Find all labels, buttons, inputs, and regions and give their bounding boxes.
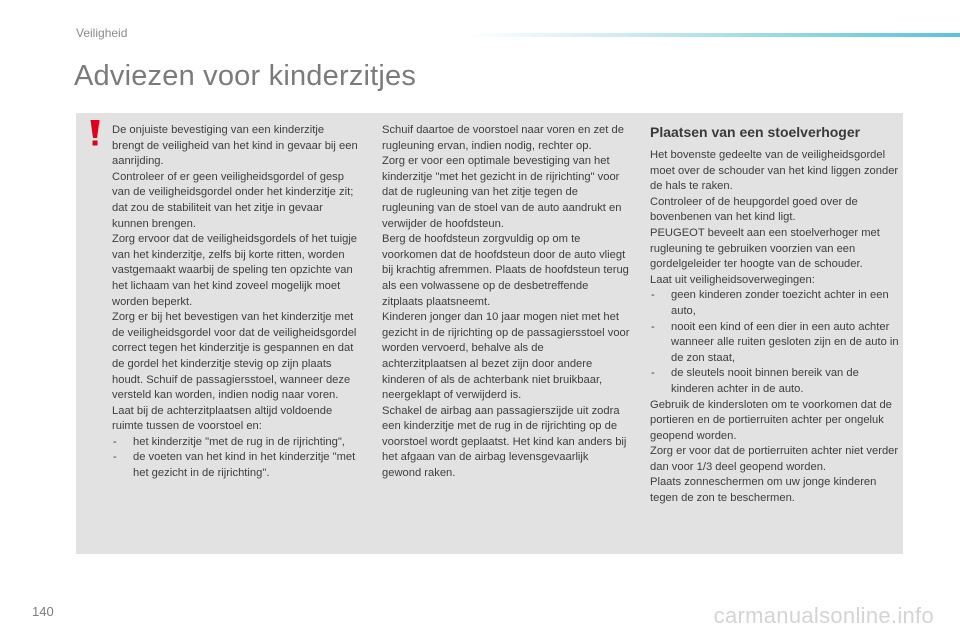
right-column xyxy=(650,123,900,507)
header-rule xyxy=(470,33,960,37)
list-item: - nooit een kind of een dier in een auto achter wanneer alle ruiten gesloten zijn en de auto in de zon staat, xyxy=(650,320,900,367)
page-title: Adviezen voor kinderzitjes xyxy=(74,60,417,92)
section-label: Veiligheid xyxy=(76,26,128,40)
list-item: - de sleutels nooit binnen bereik van de kinderen achter in de auto. xyxy=(650,366,900,397)
left-paragraph: Zorg ervoor dat de veiligheidsgordels of het tuigje van het kinderzitje, zelfs bij korte ritten, worden vastgemaakt waarbij de speling ten opzichte van het lichaam van het kind zoveel mogelijk moet worden beperkt. xyxy=(112,233,358,308)
exclamation-warning-icon xyxy=(85,119,105,147)
right-paragraph: Plaats zonneschermen om uw jonge kinderen tegen de zon te beschermen. xyxy=(650,476,877,505)
left-paragraph: Zorg er bij het bevestigen van het kinderzitje met de veiligheidsgordel voor dat de veiligheidsgordel correct tegen het kinderzitje is gespannen en dat de gordel het kinderzitje stevig op zijn plaats houdt. Schuif de passagiersstoel, wanneer deze versteld kan worden, indien nodig naar voren. xyxy=(112,311,357,402)
right-paragraph: Controleer of de heupgordel goed over de bovenbenen van het kind ligt. xyxy=(650,195,858,224)
middle-paragraph: Zorg er voor een optimale bevestiging van het kinderzitje "met het gezicht in de rijrichting" voor dat de rugleuning van het zitje tegen de rugleuning van de stoel van de auto aandrukt en verwijder de hoofdsteun. xyxy=(382,155,622,230)
list-item: - geen kinderen zonder toezicht achter in een auto, xyxy=(650,288,900,319)
left-bullet-list xyxy=(112,435,358,482)
middle-column xyxy=(382,123,630,482)
booster-seat-heading: Plaatsen van een stoelverhoger xyxy=(650,124,861,140)
middle-paragraph: Schuif daartoe de voorstoel naar voren en zet de rugleuning ervan, indien nodig, rechter op. xyxy=(382,124,624,152)
middle-paragraph: Kinderen jonger dan 10 jaar mogen niet met het gezicht in de rijrichting op de passagiersstoel voor worden vervoerd, behalve als de achterzitplaatsen al bezet zijn door andere kinderen of als de achterbank niet bruikbaar, neergeklapt of verwijderd is. xyxy=(382,311,630,402)
left-paragraph: Controleer of er geen veiligheidsgordel of gesp van de veiligheidsgordel onder het kinderzitje zit; dat zou de stabiliteit van het zitje in gevaar kunnen brengen. xyxy=(112,170,354,230)
list-item: - het kinderzitje "met de rug in de rijrichting", xyxy=(112,435,358,451)
right-paragraph: PEUGEOT beveelt aan een stoelverhoger met rugleuning te gebruiken voorzien van een gordelgeleider ter hoogte van de schouder. xyxy=(650,226,880,271)
right-paragraph: Het bovenste gedeelte van de veiligheidsgordel moet over de schouder van het kind liggen zonder de hals te raken. xyxy=(650,149,899,193)
left-paragraph: De onjuiste bevestiging van een kinderzitje brengt de veiligheid van het kind in gevaar bij een aanrijding. xyxy=(112,124,358,168)
right-paragraph: Laat uit veiligheidsoverwegingen: xyxy=(650,273,815,286)
left-paragraph: Laat bij de achterzitplaatsen altijd voldoende ruimte tussen de voorstoel en: xyxy=(112,404,333,433)
right-bullet-list xyxy=(650,288,900,397)
content-panel xyxy=(76,113,903,554)
right-paragraph: Gebruik de kindersloten om te voorkomen dat de portieren en de portierruiten achter per ongeluk geopend worden. xyxy=(650,398,892,442)
middle-paragraph: Schakel de airbag aan passagierszijde uit zodra een kinderzitje met de rug in de rijrichting op de voorstoel wordt geplaatst. Het kind kan anders bij het afgaan van de airbag levensgevaarlijk gewond raken. xyxy=(382,404,627,480)
middle-paragraph: Berg de hoofdsteun zorgvuldig op om te voorkomen dat de hoofdsteun door de auto vliegt bij krachtig afremmen. Plaats de hoofdsteun terug als een volwassene op de desbetreffende zitplaats plaatsneemt. xyxy=(382,233,629,308)
page-number: 140 xyxy=(32,604,54,619)
right-paragraph: Zorg er voor dat de portierruiten achter niet verder dan voor 1/3 deel geopend worden. xyxy=(650,445,899,473)
left-column xyxy=(112,123,358,482)
watermark: carmanualsonline.info xyxy=(713,603,934,628)
list-item: - de voeten van het kind in het kinderzitje "met het gezicht in de rijrichting". xyxy=(112,450,358,481)
